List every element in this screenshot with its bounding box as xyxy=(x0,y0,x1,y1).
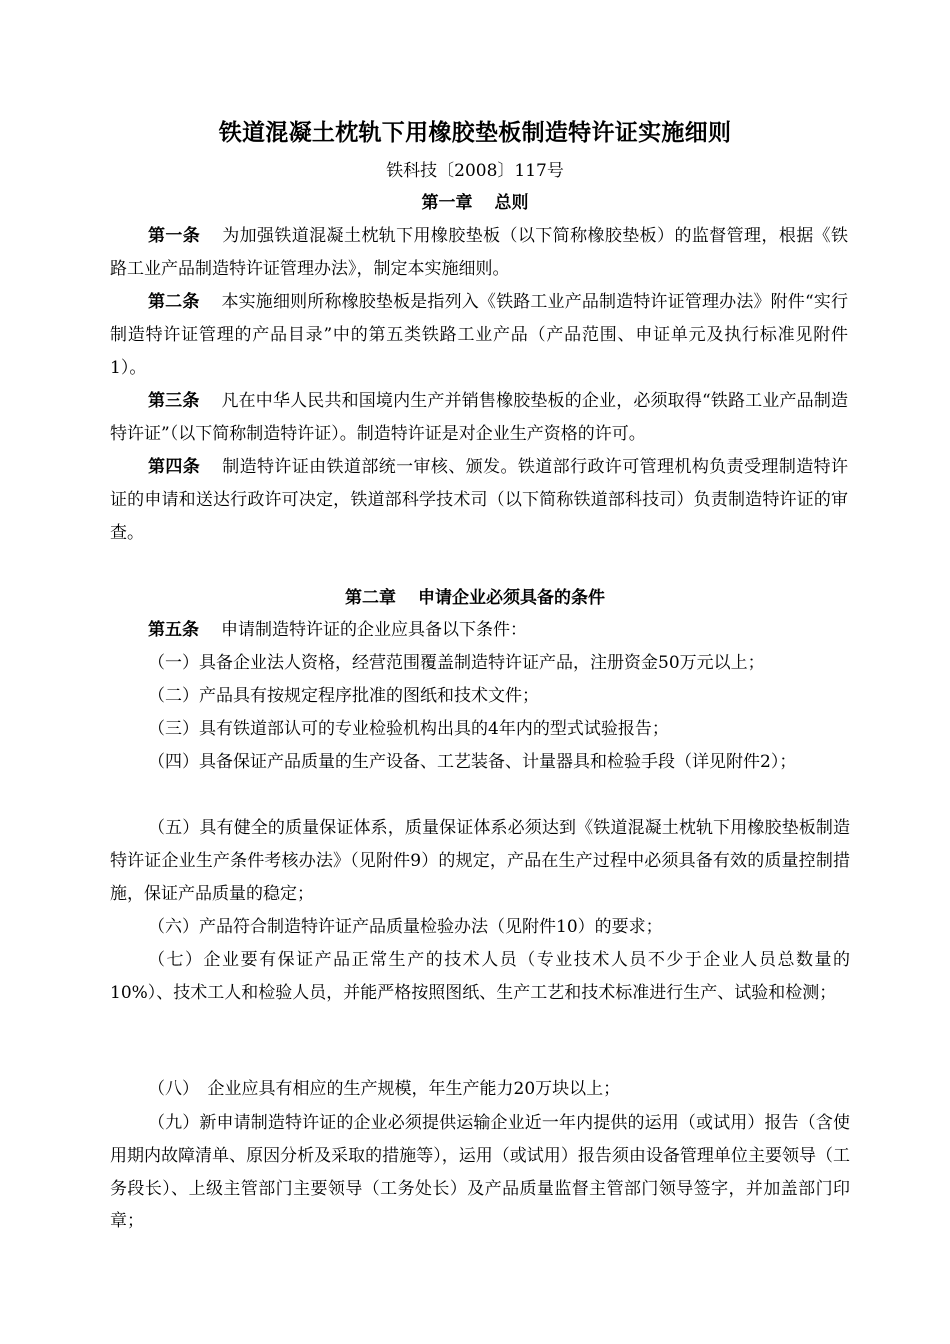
condition-item-2: （二）产品具有按规定程序批准的图纸和技术文件； xyxy=(148,686,539,706)
condition-item-8: （八） 企业应具有相应的生产规模，年生产能力20万块以上； xyxy=(148,1079,621,1099)
article-3 xyxy=(110,385,848,451)
condition-item-3: （三）具有铁道部认可的专业检验机构出具的4年内的型式试验报告； xyxy=(148,719,669,739)
chapter-2-number: 第二章 xyxy=(345,588,396,608)
article-4-text: 制造特许证由铁道部统一审核、颁发。铁道部行政许可管理机构负责受理制造特许证的申请和送达行政许可决定，铁道部科学技术司（以下简称铁道部科技司）负责制造特许证的审查。 xyxy=(110,457,849,543)
chapter-1-number: 第一章 xyxy=(421,193,473,213)
article-5-label: 第五条 xyxy=(148,620,199,640)
condition-item-1: （一）具备企业法人资格，经营范围覆盖制造特许证产品，注册资金50万元以上； xyxy=(148,653,765,673)
article-2-text: 本实施细则所称橡胶垫板是指列入《铁路工业产品制造特许证管理办法》附件“实行制造特许证管理的产品目录”中的第五类铁路工业产品（产品范围、申证单元及执行标准见附件1）。 xyxy=(110,292,848,378)
chapter-1-heading xyxy=(0,190,950,216)
article-2 xyxy=(110,286,848,384)
condition-item-5: （五）具有健全的质量保证体系，质量保证体系必须达到《铁道混凝土枕轨下用橡胶垫板制造特许证企业生产条件考核办法》（见附件9）的规定，产品在生产过程中必须具备有效的质量控制措施，保证产品质量的稳定； xyxy=(110,818,850,904)
article-1 xyxy=(110,220,848,286)
article-1-label: 第一条 xyxy=(148,226,201,246)
chapter-2-heading xyxy=(0,585,950,611)
document-number: 铁科技〔2008〕117号 xyxy=(386,161,564,181)
article-4-label: 第四条 xyxy=(148,457,201,477)
article-1-text: 为加强铁道混凝土枕轨下用橡胶垫板（以下简称橡胶垫板）的监督管理，根据《铁路工业产品制造特许证管理办法》，制定本实施细则。 xyxy=(110,226,849,279)
condition-item-9: （九）新申请制造特许证的企业必须提供运输企业近一年内提供的运用（或试用）报告（含使用期内故障清单、原因分析及采取的措施等），运用（或试用）报告须由设备管理单位主要领导（工务段长）、上级主管部门主要领导（工务处长）及产品质量监督主管部门领导签字，并加盖部门印章； xyxy=(110,1113,850,1232)
condition-item-7: （七）企业要有保证产品正常生产的技术人员（专业技术人员不少于企业人员总数量的10%）、技术工人和检验人员，并能严格按照图纸、生产工艺和技术标准进行生产、试验和检测； xyxy=(110,950,850,1003)
article-3-label: 第三条 xyxy=(148,391,200,411)
condition-item-4: （四）具备保证产品质量的生产设备、工艺装备、计量器具和检验手段（详见附件2）； xyxy=(148,752,797,772)
chapter-2-name: 申请企业必须具备的条件 xyxy=(418,588,605,608)
article-5 xyxy=(110,614,848,647)
chapter-1-name: 总则 xyxy=(494,193,529,213)
article-2-label: 第二条 xyxy=(148,292,200,312)
article-3-text: 凡在中华人民共和国境内生产并销售橡胶垫板的企业，必须取得“铁路工业产品制造特许证”（以下简称制造特许证）。制造特许证是对企业生产资格的许可。 xyxy=(110,391,848,444)
article-5-text: 申请制造特许证的企业应具备以下条件： xyxy=(221,620,527,640)
condition-item-6: （六）产品符合制造特许证产品质量检验办法（见附件10）的要求； xyxy=(148,917,663,937)
article-4 xyxy=(110,451,848,549)
document-title: 铁道混凝土枕轨下用橡胶垫板制造特许证实施细则 xyxy=(218,120,732,146)
